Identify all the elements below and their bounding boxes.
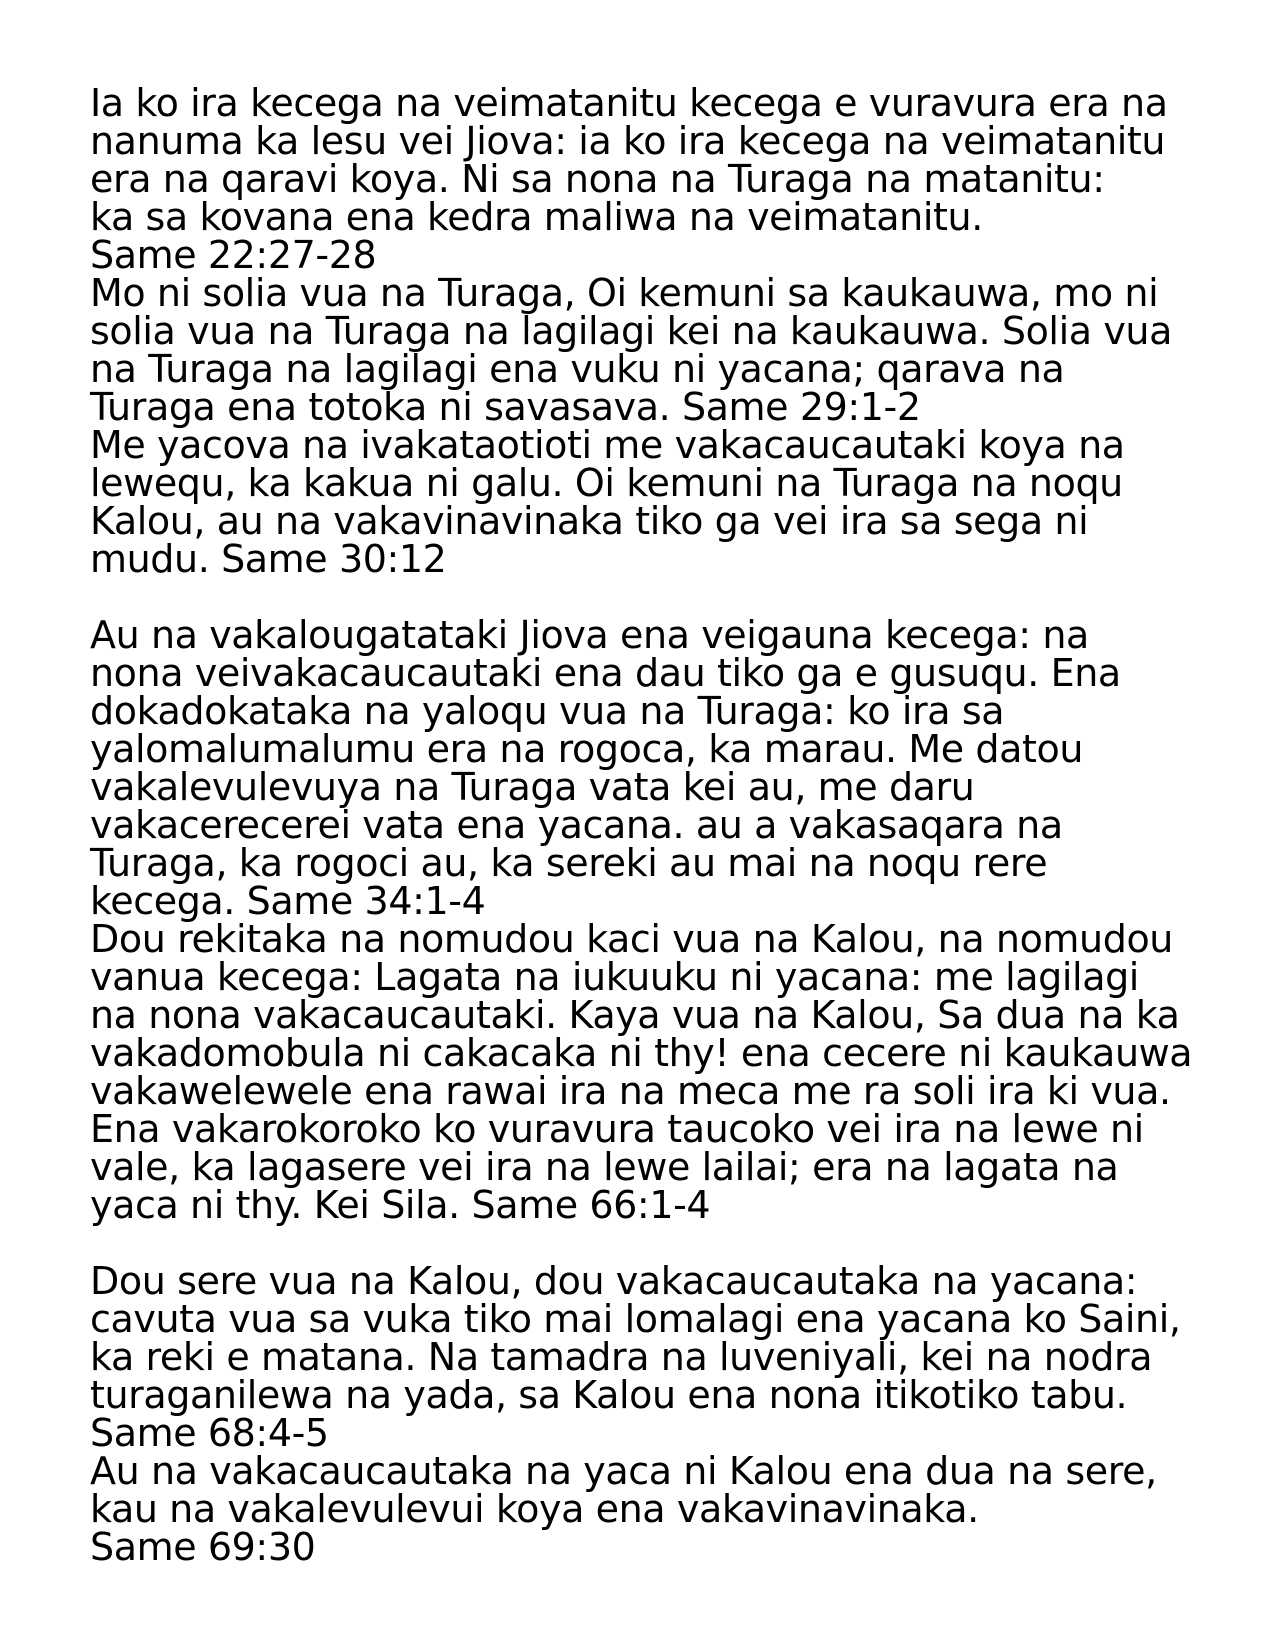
text-line: cavuta vua sa vuka tiko mai lomalagi ena yacana ko Saini,: [90, 1297, 1181, 1341]
text-line: vakadomobula ni cakacaka ni thy! ena cecere ni kaukauwa: [90, 1031, 1193, 1075]
text-line: turaganilewa na yada, sa Kalou ena nona itikotiko tabu.: [90, 1373, 1128, 1417]
text-line: mudu. Same 30:12: [90, 537, 447, 581]
text-line: era na qaravi koya. Ni sa nona na Turaga na matanitu:: [90, 157, 1105, 201]
text-line: ka sa kovana ena kedra maliwa na veimatanitu.: [90, 195, 983, 239]
text-line: kecega. Same 34:1-4: [90, 879, 486, 923]
text-line: na Turaga na lagilagi ena vuku ni yacana; qarava na: [90, 347, 1065, 391]
text-line: na nona vakacaucautaki. Kaya vua na Kalou, Sa dua na ka: [90, 993, 1180, 1037]
paragraph-gap: [90, 1224, 1230, 1262]
text-line: lewequ, ka kakua ni galu. Oi kemuni na Turaga na noqu: [90, 461, 1123, 505]
text-line: Mo ni solia vua na Turaga, Oi kemuni sa kaukauwa, mo ni: [90, 271, 1159, 315]
text-line: Dou sere vua na Kalou, dou vakacaucautaka na yacana:: [90, 1259, 1138, 1303]
text-line: Ena vakarokoroko ko vuravura taucoko vei ira na lewe ni: [90, 1107, 1144, 1151]
text-line: Au na vakalougatataki Jiova ena veigauna kecega: na: [90, 613, 1089, 657]
text-line: vakalevulevuya na Turaga vata kei au, me daru: [90, 765, 975, 809]
text-line: vakacerecerei vata ena yacana. au a vakasaqara na: [90, 803, 1063, 847]
text-line: ka reki e matana. Na tamadra na luveniyali, kei na nodra: [90, 1335, 1153, 1379]
text-line: solia vua na Turaga na lagilagi kei na kaukauwa. Solia vua: [90, 309, 1172, 353]
text-line: Same 68:4-5: [90, 1411, 329, 1455]
text-line: Kalou, au na vakavinavinaka tiko ga vei ira sa sega ni: [90, 499, 1089, 543]
text-line: dokadokataka na yaloqu vua na Turaga: ko ira sa: [90, 689, 1005, 733]
text-line: Turaga ena totoka ni savasava. Same 29:1-2: [90, 385, 921, 429]
text-line: Dou rekitaka na nomudou kaci vua na Kalou, na nomudou: [90, 917, 1173, 961]
text-line: yaca ni thy. Kei Sila. Same 66:1-4: [90, 1183, 711, 1227]
text-line: Me yacova na ivakataotioti me vakacaucautaki koya na: [90, 423, 1125, 467]
text-line: Au na vakacaucautaka na yaca ni Kalou ena dua na sere,: [90, 1449, 1157, 1493]
text-line: kau na vakalevulevui koya ena vakavinavinaka.: [90, 1487, 979, 1531]
paragraph-gap: [90, 578, 1230, 616]
text-line: yalomalumalumu era na rogoca, ka marau. Me datou: [90, 727, 1084, 771]
text-line: Turaga, ka rogoci au, ka sereki au mai na noqu rere: [90, 841, 1048, 885]
text-line: Same 69:30: [90, 1525, 316, 1569]
document-body: [90, 81, 1230, 1569]
text-line: vakawelewele ena rawai ira na meca me ra soli ira ki vua.: [90, 1069, 1171, 1113]
text-line: nona veivakacaucautaki ena dau tiko ga e gusuqu. Ena: [90, 651, 1121, 695]
text-line: vale, ka lagasere vei ira na lewe lailai; era na lagata na: [90, 1145, 1119, 1189]
text-line: vanua kecega: Lagata na iukuuku ni yacana: me lagilagi: [90, 955, 1139, 999]
text-line: nanuma ka lesu vei Jiova: ia ko ira kecega na veimatanitu: [90, 119, 1166, 163]
text-line: Same 22:27-28: [90, 233, 377, 277]
text-line: Ia ko ira kecega na veimatanitu kecega e vuravura era na: [90, 81, 1168, 125]
